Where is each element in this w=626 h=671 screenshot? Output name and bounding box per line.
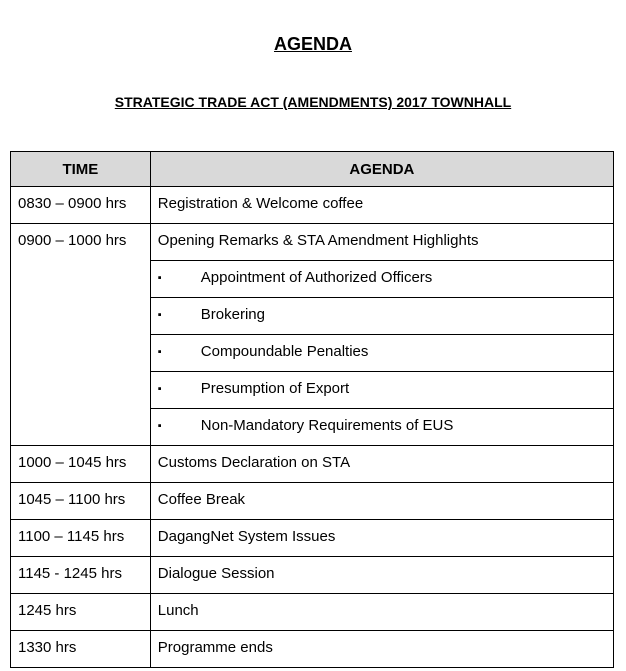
agenda-subitem <box>150 298 613 335</box>
agenda-subitem <box>150 372 613 409</box>
agenda-item: DagangNet System Issues <box>150 520 613 557</box>
agenda-item: Opening Remarks & STA Amendment Highlights <box>150 224 613 261</box>
table-row <box>11 187 614 224</box>
agenda-column-header: AGENDA <box>150 152 613 187</box>
table-row <box>11 483 614 520</box>
agenda-item: Registration & Welcome coffee <box>150 187 613 224</box>
subitem-label: Brokering <box>200 306 265 323</box>
table-row <box>11 446 614 483</box>
time-cell: 1100 – 1145 hrs <box>11 520 151 557</box>
agenda-item: Customs Declaration on STA <box>150 446 613 483</box>
agenda-item: Programme ends <box>150 631 613 668</box>
event-subheading: STRATEGIC TRADE ACT (AMENDMENTS) 2017 TOWNHALL <box>114 94 512 110</box>
table-row <box>11 520 614 557</box>
agenda-subitem <box>150 409 613 446</box>
bullet-icon: ▪ <box>157 383 162 395</box>
subitem-label: Presumption of Export <box>200 380 350 397</box>
subitem-label: Appointment of Authorized Officers <box>200 269 433 286</box>
agenda-item: Dialogue Session <box>150 557 613 594</box>
time-cell: 0900 – 1000 hrs <box>11 224 151 446</box>
time-cell: 1045 – 1100 hrs <box>11 483 151 520</box>
table-row <box>11 557 614 594</box>
time-cell: 1145 - 1245 hrs <box>11 557 151 594</box>
table-row <box>11 224 614 261</box>
agenda-item: Lunch <box>150 594 613 631</box>
time-column-header: TIME <box>11 152 151 187</box>
agenda-heading: AGENDA <box>273 34 352 54</box>
subitem-label: Compoundable Penalties <box>200 343 369 360</box>
table-row <box>11 594 614 631</box>
bullet-icon: ▪ <box>157 346 162 358</box>
agenda-item: Coffee Break <box>150 483 613 520</box>
bullet-icon: ▪ <box>157 420 162 432</box>
table-row <box>11 631 614 668</box>
agenda-subitem <box>150 261 613 298</box>
agenda-table <box>10 151 614 668</box>
time-cell: 0830 – 0900 hrs <box>11 187 151 224</box>
agenda-subitem <box>150 335 613 372</box>
bullet-icon: ▪ <box>157 309 162 321</box>
table-header-row <box>11 152 614 187</box>
subitem-label: Non-Mandatory Requirements of EUS <box>200 417 454 434</box>
time-cell: 1000 – 1045 hrs <box>11 446 151 483</box>
time-cell: 1245 hrs <box>11 594 151 631</box>
time-cell: 1330 hrs <box>11 631 151 668</box>
bullet-icon: ▪ <box>157 272 162 284</box>
